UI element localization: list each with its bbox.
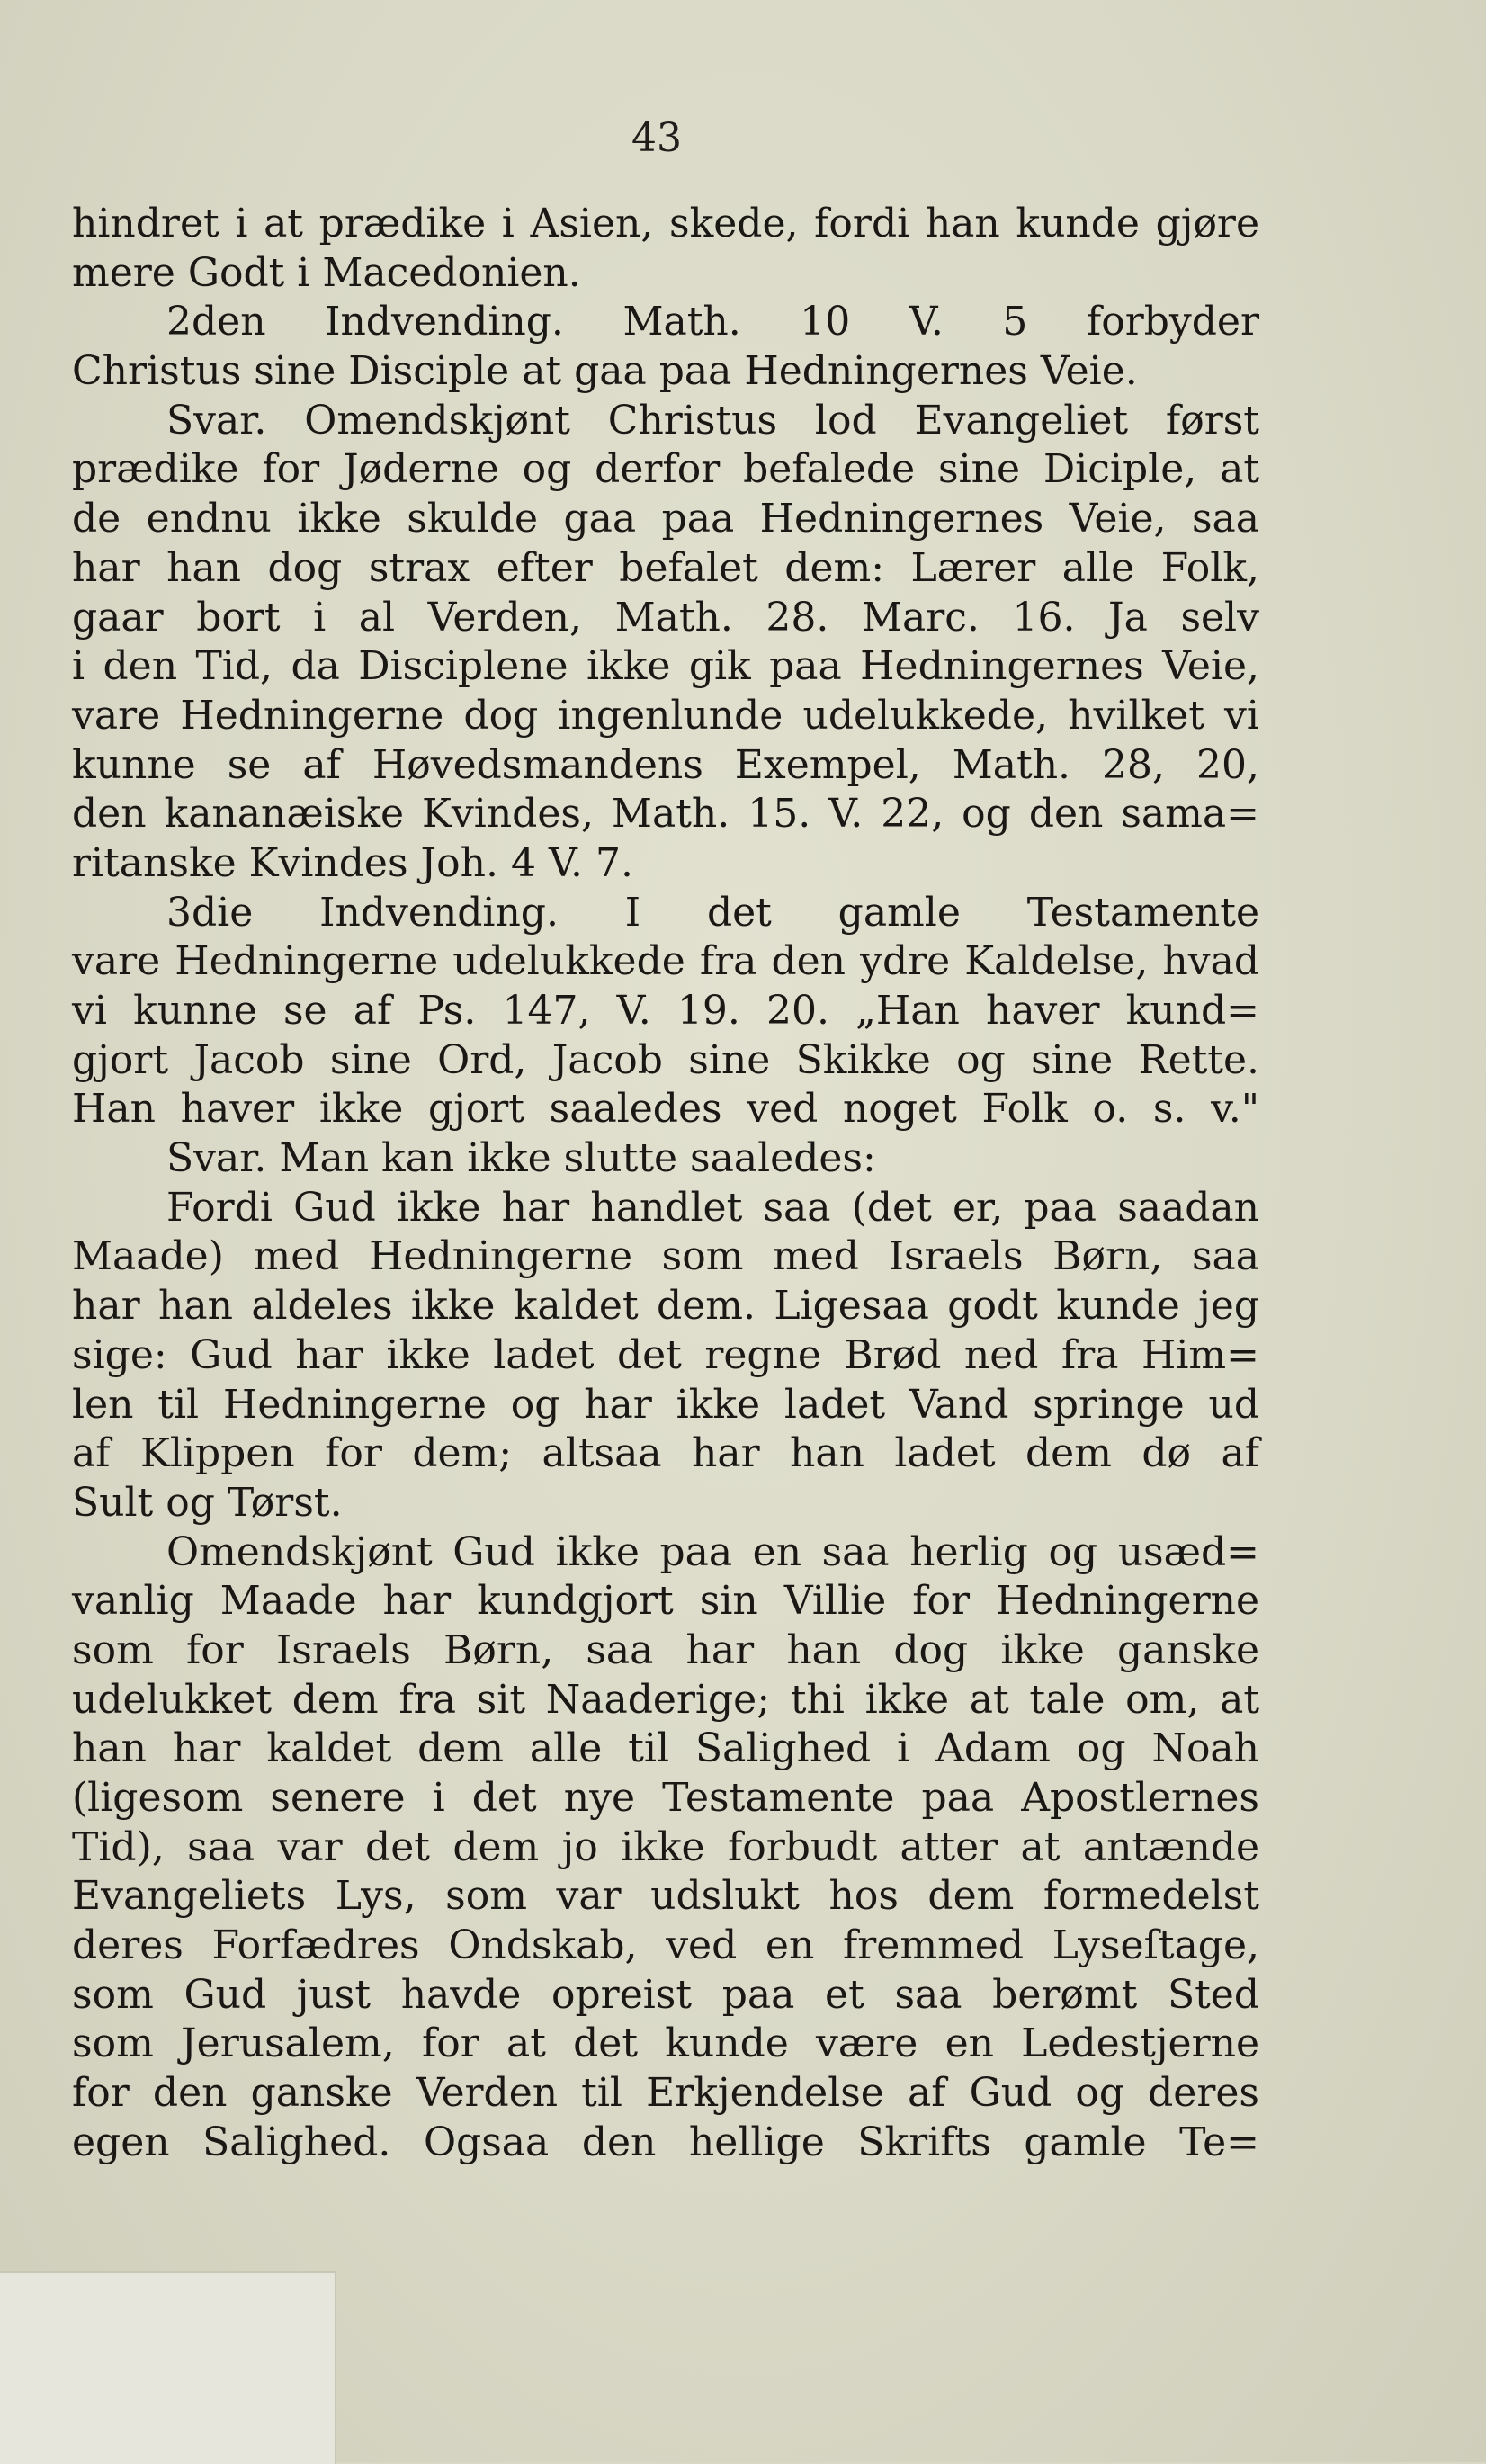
text-line: for den ganske Verden til Erkjendelse af Gud og deres (72, 2070, 1259, 2117)
text-line: mere Godt i Macedonien. (72, 249, 581, 296)
text-line: Christus sine Disciple at gaa paa Hedningernes Veie. (72, 348, 1138, 395)
page-number: 43 (631, 115, 682, 161)
text-line: vanlig Maade har kundgjort sin Villie for Hedningerne (72, 1578, 1259, 1625)
text-line: Svar. Man kan ikke slutte saaledes: (166, 1135, 876, 1182)
text-line: af Klippen for dem; altsaa har han ladet dem dø af (72, 1430, 1259, 1477)
text-line: Omendskjønt Gud ikke paa en saa herlig og usæd= (166, 1528, 1259, 1575)
text-line: som for Israels Børn, saa har han dog ikke ganske (72, 1626, 1259, 1673)
text-line: i den Tid, da Disciplene ikke gik paa Hedningernes Veie, (72, 643, 1259, 690)
text-line: har han dog strax efter befalet dem: Lærer alle Folk, (72, 544, 1259, 591)
text-line: har han aldeles ikke kaldet dem. Ligesaa godt kunde jeg (72, 1283, 1259, 1330)
text-line: sige: Gud har ikke ladet det regne Brød ned fra Him= (72, 1331, 1259, 1378)
text-line: Fordi Gud ikke har handlet saa (det er, paa saadan (166, 1184, 1259, 1231)
text-line: Svar. Omendskjønt Christus lod Evangeliet først (166, 397, 1259, 444)
text-line: han har kaldet dem alle til Salighed i Adam og Noah (72, 1725, 1259, 1772)
text-line: Evangeliets Lys, som var udslukt hos dem formedelst (72, 1873, 1259, 1920)
text-line: prædike for Jøderne og derfor befalede sine Diciple, at (72, 446, 1259, 493)
paper-slip (0, 2271, 336, 2464)
text-line: den kananæiske Kvindes, Math. 15. V. 22, og den sama= (72, 791, 1259, 838)
body-text (72, 200, 1259, 2168)
text-line: gaar bort i al Verden, Math. 28. Marc. 16. Ja selv (72, 594, 1259, 641)
text-line: (ligesom senere i det nye Testamente paa Apostlernes (72, 1775, 1259, 1821)
text-line: egen Salighed. Ogsaa den hellige Skrifts gamle Te= (72, 2119, 1259, 2165)
text-line: Maade) med Hedningerne som med Israels Børn, saa (72, 1233, 1259, 1280)
text-line: hindret i at prædike i Asien, skede, fordi han kunde gjøre (72, 201, 1259, 246)
text-line: vare Hedningerne udelukkede fra den ydre Kaldelse, hvad (72, 938, 1259, 985)
text-line: 2den Indvending. Math. 10 V. 5 forbyder (166, 299, 1259, 345)
text-line: ritanske Kvindes Joh. 4 V. 7. (72, 839, 633, 886)
text-line: len til Hedningerne og har ikke ladet Vand springe ud (72, 1381, 1259, 1428)
text-line: kunne se af Høvedsmandens Exempel, Math. 28, 20, (72, 741, 1259, 788)
text-line: udelukket dem fra sit Naaderige; thi ikke at tale om, at (72, 1676, 1259, 1723)
text-line: som Gud just havde opreist paa et saa berømt Sted (72, 1971, 1259, 2018)
text-line: 3die Indvending. I det gamle Testamente (166, 889, 1259, 936)
text-line: Tid), saa var det dem jo ikke forbudt atter at antænde (72, 1823, 1259, 1870)
text-line: Sult og Tørst. (72, 1479, 343, 1526)
text-line: gjort Jacob sine Ord, Jacob sine Skikke og sine Rette. (72, 1036, 1259, 1083)
text-line: deres Forfædres Ondskab, ved en fremmed Lyseſtage, (72, 1922, 1259, 1969)
text-line: Han haver ikke gjort saaledes ved noget Folk o. s. v." (72, 1086, 1259, 1133)
text-line: som Jerusalem, for at det kunde være en Ledestjerne (72, 2020, 1259, 2067)
text-line: vi kunne se af Ps. 147, V. 19. 20. „Han haver kund= (72, 988, 1259, 1034)
text-line: vare Hedningerne dog ingenlunde udelukkede, hvilket vi (72, 692, 1259, 739)
text-line: de endnu ikke skulde gaa paa Hedningernes Veie, saa (72, 496, 1259, 542)
